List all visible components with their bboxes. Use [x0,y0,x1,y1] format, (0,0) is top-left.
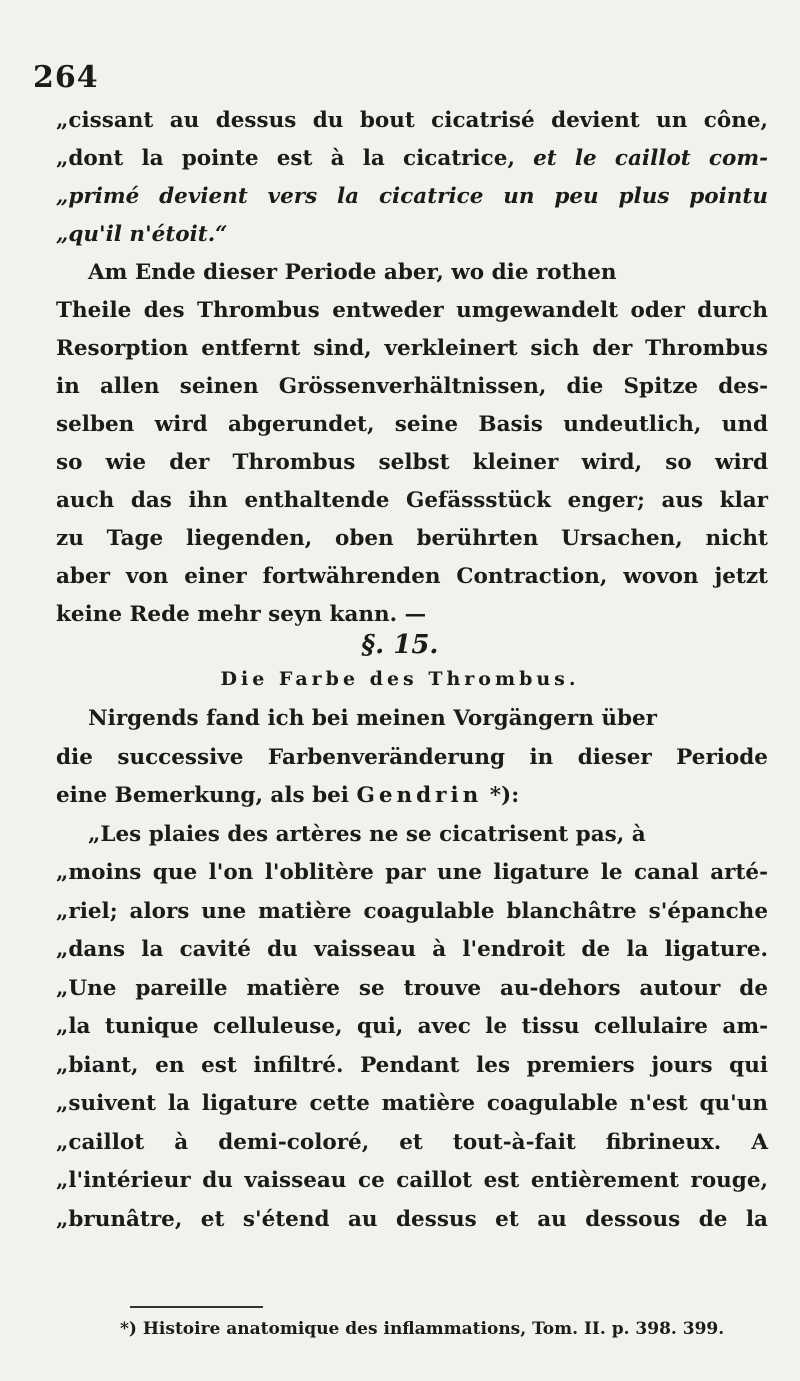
text-line: keine Rede mehr seyn kann. — [56,602,427,627]
text-line: in allen seinen Grössenverhältnissen, die Spitze des- [56,374,768,399]
section-number: §. 15. [361,630,439,660]
text-line: Nirgends fand ich bei meinen Vorgängern über [88,706,658,731]
author-name: Gendrin [356,783,483,808]
text-line: aber von einer fortwährenden Contraction, wovon jetzt [56,564,768,589]
text-line: „riel; alors une matière coagulable blanchâtre s'épanche [56,898,768,924]
text-line: selben wird abgerundet, seine Basis undeutlich, und [56,412,768,437]
text-line: eine Bemerkung, als bei Gendrin *): [56,783,520,808]
text-line: „Les plaies des artères ne se cicatrisent pas, à [88,821,646,847]
text-line: „l'intérieur du vaisseau ce caillot est entièrement rouge, [56,1168,768,1193]
text-line: „Une pareille matière se trouve au-dehors autour de [56,975,768,1001]
text-line: „primé devient vers la cicatrice un peu plus pointu [56,184,768,209]
text-line: Resorption entfernt sind, verkleinert sich der Thrombus [56,336,768,361]
text-line: „suivent la ligature cette matière coagulable n'est qu'un [56,1091,768,1116]
text-line: Am Ende dieser Periode aber, wo die rothen [88,260,617,285]
text-line: zu Tage liegenden, oben berührten Ursachen, nicht [56,526,768,551]
text-line: „qu'il n'étoit.“ [56,222,228,247]
footnote: *) Histoire anatomique des inflammations, Tom. II. p. 398. 399. [120,1319,725,1339]
text-line: auch das ihn enthaltende Gefässstück enger; aus klar [56,488,768,513]
text-line: „caillot à demi-coloré, et tout-à-fait fibrineux. A [56,1129,768,1155]
text-line: so wie der Thrombus selbst kleiner wird, so wird [56,450,768,475]
footnote-rule [130,1306,263,1308]
text-line: „cissant au dessus du bout cicatrisé devient un cône, [56,108,768,133]
page-number: 264 [33,60,99,95]
text-line: „brunâtre, et s'étend au dessus et au dessous de la [56,1206,768,1232]
text-line: die successive Farbenveränderung in dieser Periode [56,744,768,770]
text-line: „moins que l'on l'oblitère par une ligature le canal arté- [56,860,768,885]
text-line: „la tunique celluleuse, qui, avec le tissu cellulaire am- [56,1014,768,1039]
text-line: „dont la pointe est à la cicatrice, et le caillot com- [56,146,768,171]
text-line: „dans la cavité du vaisseau à l'endroit de la ligature. [56,937,768,962]
text-line: „biant, en est infiltré. Pendant les premiers jours qui [56,1052,768,1078]
italic-phrase: et le caillot com- [533,146,768,171]
text-line: Theile des Thrombus entweder umgewandelt oder durch [56,298,768,323]
section-title: Die Farbe des Thrombus. [220,668,580,690]
